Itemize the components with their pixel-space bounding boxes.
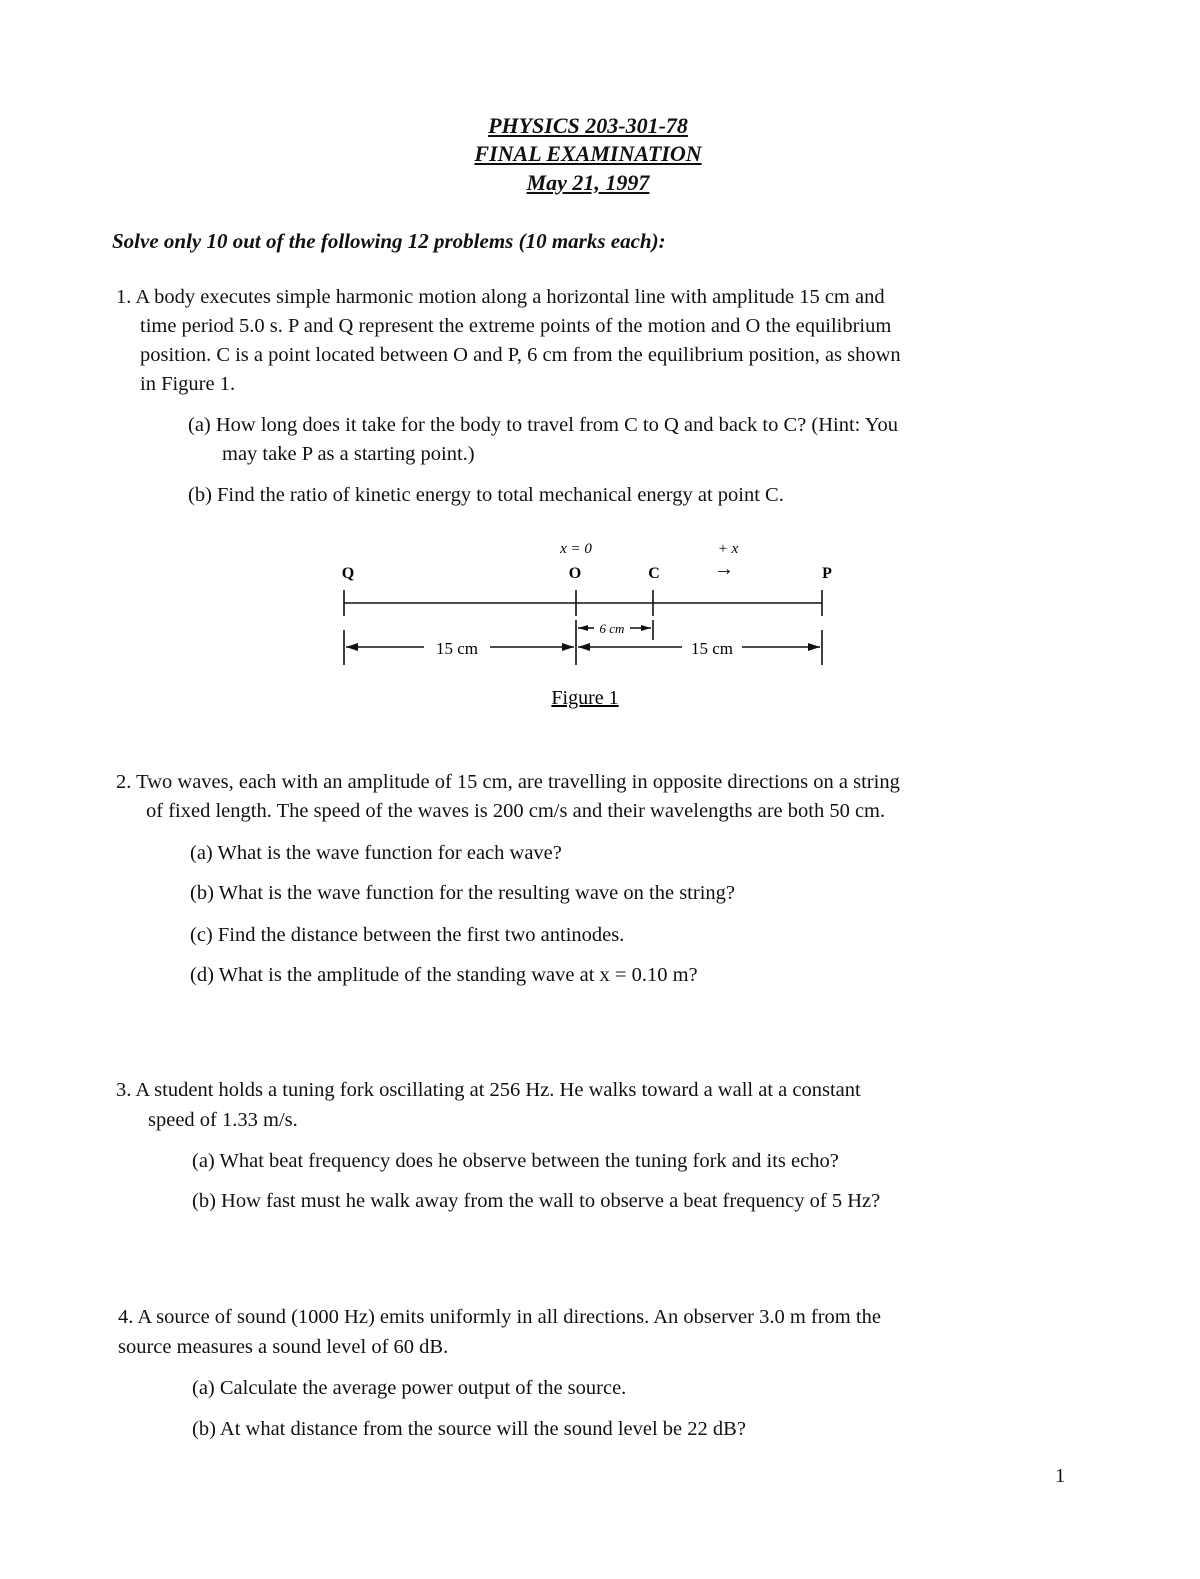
exam-course-title: PHYSICS 203-301-78 (488, 113, 688, 138)
problem-2-line-1: 2. Two waves, each with an amplitude of 15 cm, are travelling in opposite directions on a string (116, 771, 900, 793)
problem-2-line-2: of fixed length. The speed of the waves is 200 cm/s and their wavelengths are both 50 cm. (146, 800, 886, 822)
problem-3-line-2: speed of 1.33 m/s. (148, 1109, 298, 1131)
dim-mid-label: 6 cm (599, 621, 625, 636)
label-plus-x: + x (717, 541, 739, 557)
problem-1a-line-2: may take P as a starting point.) (222, 443, 475, 465)
plus-x-arrow-icon: → (714, 558, 734, 580)
label-o: O (568, 565, 582, 582)
label-q: Q (341, 565, 355, 582)
problem-2c: (c) Find the distance between the first two antinodes. (190, 924, 625, 946)
dim-left-label: 15 cm (435, 639, 479, 658)
exam-title: FINAL EXAMINATION (474, 141, 702, 166)
label-p: P (822, 565, 832, 582)
label-x-equals-0: x = 0 (560, 541, 592, 557)
figure-1-caption: Figure 1 (551, 687, 619, 709)
problem-4-line-2: source measures a sound level of 60 dB. (118, 1336, 449, 1358)
problem-3-line-1: 3. A student holds a tuning fork oscillating at 256 Hz. He walks toward a wall at a constant (116, 1079, 861, 1101)
arrowhead-left-icon (346, 643, 358, 651)
problem-4-line-1: 4. A source of sound (1000 Hz) emits uniformly in all directions. An observer 3.0 m from the (118, 1306, 881, 1328)
arrowhead-right-icon (808, 643, 820, 651)
problem-1-line-4: in Figure 1. (140, 373, 236, 395)
problem-3b: (b) How fast must he walk away from the wall to observe a beat frequency of 5 Hz? (192, 1190, 881, 1212)
exam-instructions: Solve only 10 out of the following 12 problems (10 marks each): (112, 229, 666, 253)
problem-2d: (d) What is the amplitude of the standing wave at x = 0.10 m? (190, 964, 698, 986)
problem-1a-line-1: (a) How long does it take for the body to travel from C to Q and back to C? (Hint: You (188, 414, 898, 436)
problem-1-line-2: time period 5.0 s. P and Q represent the extreme points of the motion and O the equilibrium (140, 315, 892, 337)
arrowhead-right-start-icon (578, 643, 590, 651)
arrowhead-left-end-icon (562, 643, 574, 651)
arrowhead-mid-left-icon (578, 625, 588, 631)
dim-right-label: 15 cm (690, 639, 734, 658)
exam-date: May 21, 1997 (526, 170, 650, 195)
label-c: C (648, 565, 660, 582)
problem-4b: (b) At what distance from the source will the sound level be 22 dB? (192, 1418, 746, 1440)
problem-4a: (a) Calculate the average power output of the source. (192, 1377, 627, 1399)
page-number: 1 (1055, 1465, 1066, 1487)
problem-1-line-3: position. C is a point located between O and P, 6 cm from the equilibrium position, as shown (140, 344, 901, 366)
problem-3a: (a) What beat frequency does he observe between the tuning fork and its echo? (192, 1150, 839, 1172)
problem-2b: (b) What is the wave function for the resulting wave on the string? (190, 882, 735, 904)
figure-1-diagram (0, 0, 1200, 720)
problem-1b: (b) Find the ratio of kinetic energy to total mechanical energy at point C. (188, 484, 784, 506)
problem-1-line-1: 1. A body executes simple harmonic motion along a horizontal line with amplitude 15 cm and (116, 286, 885, 308)
arrowhead-mid-right-icon (641, 625, 651, 631)
problem-2a: (a) What is the wave function for each wave? (190, 842, 562, 864)
